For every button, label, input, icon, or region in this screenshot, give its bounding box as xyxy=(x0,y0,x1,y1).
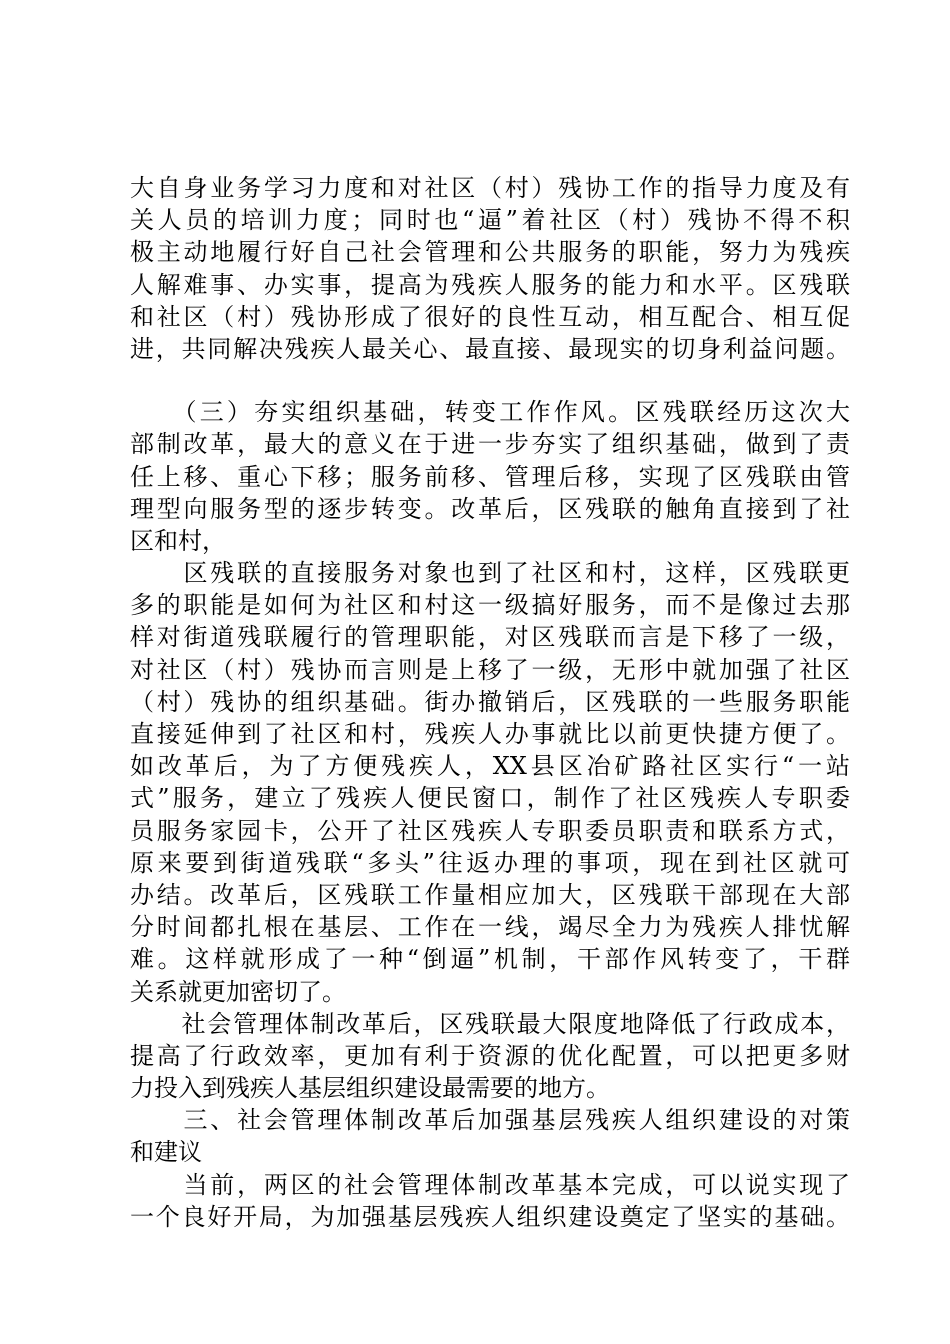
text-line: 关系就更加密切了。 xyxy=(130,977,346,1006)
text-line: 三、社会管理体制改革后加强基层残疾人组织建设的对策 xyxy=(130,1106,850,1135)
text-line: 提高了行政效率，更加有利于资源的优化配置，可以把更多财 xyxy=(130,1041,850,1070)
paragraph-5 xyxy=(130,1169,850,1233)
paragraph-1 xyxy=(130,172,850,365)
paragraph-gap xyxy=(130,365,850,396)
text-line: 对社区（村）残协而言则是上移了一级，无形中就加强了社区 xyxy=(130,655,850,684)
paragraph-3 xyxy=(130,557,850,1008)
text-line: （村）残协的组织基础。街办撤销后，区残联的一些服务职能 xyxy=(130,687,850,716)
text-line: 社会管理体制改革后，区残联最大限度地降低了行政成本， xyxy=(130,1009,850,1038)
text-line: 人解难事、办实事，提高为残疾人服务的能力和水平。区残联 xyxy=(130,270,850,299)
text-line: 区残联的直接服务对象也到了社区和村，这样，区残联更 xyxy=(130,559,850,588)
text-line: 分时间都扎根在基层、工作在一线，竭尽全力为残疾人排忧解 xyxy=(130,913,850,942)
text-line: 如改革后，为了方便残疾人，XX县区冶矿路社区实行“一站 xyxy=(130,752,850,781)
section-heading xyxy=(130,1104,850,1168)
text-line: 样对街道残联履行的管理职能，对区残联而言是下移了一级， xyxy=(130,623,850,652)
text-line: 式”服务，建立了残疾人便民窗口，制作了社区残疾人专职委 xyxy=(130,784,850,813)
text-line: 当前，两区的社会管理体制改革基本完成，可以说实现了 xyxy=(130,1170,850,1199)
paragraph-2 xyxy=(130,396,850,557)
text-line: 关人员的培训力度；同时也“逼”着社区（村）残协不得不积 xyxy=(130,206,850,235)
document-body xyxy=(130,172,850,1233)
text-line: 和建议 xyxy=(130,1138,202,1167)
text-line: 部制改革，最大的意义在于进一步夯实了组织基础，做到了责 xyxy=(130,430,850,459)
paragraph-4 xyxy=(130,1008,850,1105)
text-line: 多的职能是如何为社区和村这一级搞好服务，而不是像过去那 xyxy=(130,591,850,620)
text-line: 一个良好开局，为加强基层残疾人组织建设奠定了坚实的基础。 xyxy=(130,1202,850,1231)
text-line: 办结。改革后，区残联工作量相应加大，区残联干部现在大部 xyxy=(130,880,850,909)
text-line: 任上移、重心下移；服务前移、管理后移，实现了区残联由管 xyxy=(130,462,850,491)
text-line: 理型向服务型的逐步转变。改革后，区残联的触角直接到了社 xyxy=(130,494,850,523)
text-line: 直接延伸到了社区和村，残疾人办事就比以前更快捷方便了。 xyxy=(130,720,850,748)
text-line: 员服务家园卡，公开了社区残疾人专职委员职责和联系方式， xyxy=(130,816,850,845)
text-line: 极主动地履行好自己社会管理和公共服务的职能，努力为残疾 xyxy=(130,238,850,267)
text-line: 和社区（村）残协形成了很好的良性互动，相互配合、相互促 xyxy=(130,302,850,331)
text-line: 区和村， xyxy=(130,526,226,555)
text-line: 原来要到街道残联“多头”往返办理的事项，现在到社区就可 xyxy=(130,848,850,877)
text-line: 难。这样就形成了一种“倒逼”机制，干部作风转变了，干群 xyxy=(130,945,850,974)
text-line: 进，共同解决残疾人最关心、最直接、最现实的切身利益问题。 xyxy=(130,334,850,363)
text-line: 力投入到残疾人基层组织建设最需要的地方。 xyxy=(130,1074,610,1103)
text-line: 大自身业务学习力度和对社区（村）残协工作的指导力度及有 xyxy=(130,174,850,202)
text-line: （三）夯实组织基础，转变工作作风。区残联经历这次大 xyxy=(130,398,850,427)
